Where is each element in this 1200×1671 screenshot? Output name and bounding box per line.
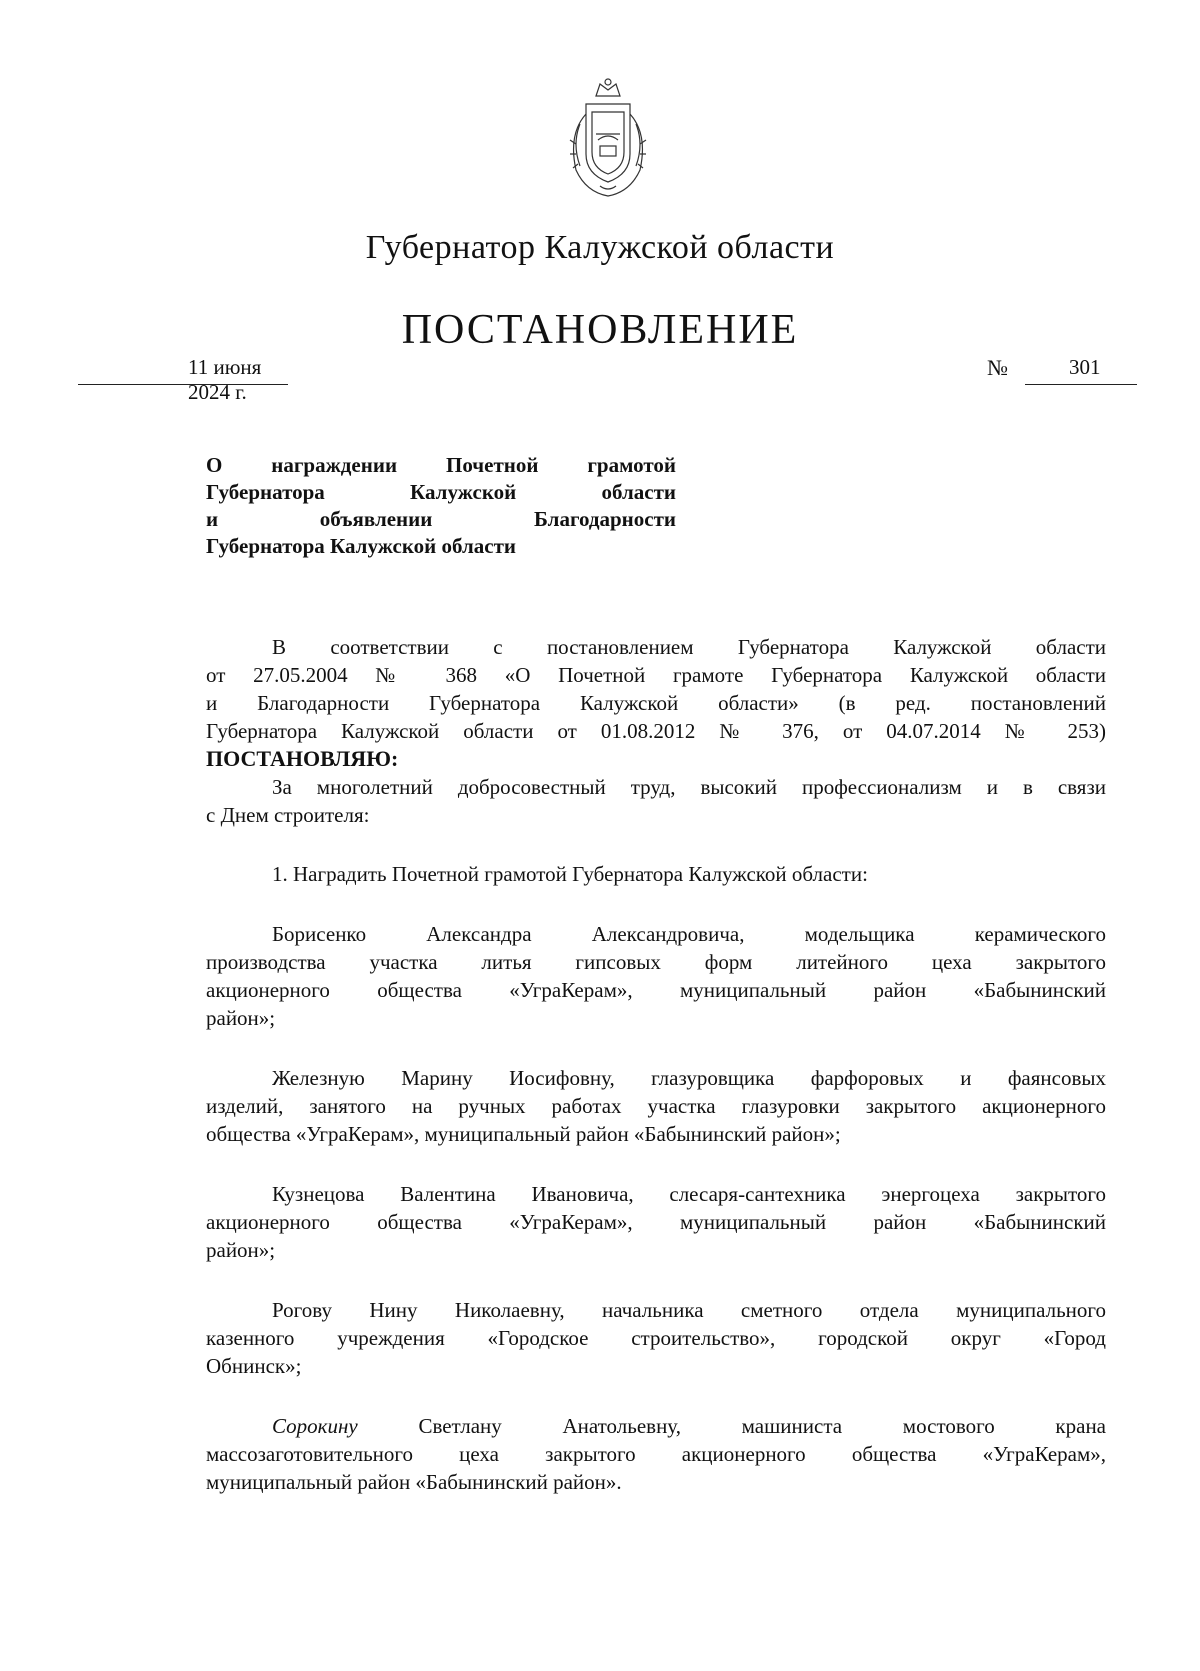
title-line: и объявлении Благодарности bbox=[206, 507, 676, 531]
issuing-authority: Губернатор Калужской области bbox=[365, 229, 835, 266]
title-line: Губернатора Калужской области bbox=[206, 534, 517, 558]
awardee-line: массозаготовительного цеха закрытого акционерного общества «УграКерам», bbox=[206, 1442, 1106, 1466]
awardee-line: Борисенко Александра Александровича, модельщика керамического bbox=[272, 922, 1106, 946]
awardee-line: казенного учреждения «Городское строительство», городской округ «Город bbox=[206, 1326, 1106, 1350]
awardee-4 bbox=[206, 1296, 1106, 1380]
awardee-first-rest: Светлану Анатольевну, машиниста мостового крана bbox=[418, 1414, 1107, 1438]
awardee-first-line bbox=[206, 1412, 1106, 1440]
number-sign: № bbox=[987, 355, 1008, 380]
item-1-text: 1. Наградить Почетной грамотой Губернатора Калужской области: bbox=[272, 862, 868, 886]
preamble-line: от 27.05.2004 № 368 «О Почетной грамоте Губернатора Калужской области bbox=[206, 663, 1106, 687]
awardee-2 bbox=[206, 1064, 1106, 1148]
awardee-line: Кузнецова Валентина Ивановича, слесаря-сантехника энергоцеха закрытого bbox=[272, 1182, 1106, 1206]
document-number: 301 bbox=[1069, 355, 1101, 379]
reason-line: За многолетний добросовестный труд, высокий профессионализм и в связи bbox=[272, 775, 1106, 799]
document-type: ПОСТАНОВЛЕНИЕ bbox=[401, 307, 799, 353]
reason-line: с Днем строителя: bbox=[206, 803, 370, 827]
document-date: 11 июня 2024 г. bbox=[188, 355, 262, 404]
awardee-line: Обнинск»; bbox=[206, 1354, 302, 1378]
preamble bbox=[206, 633, 1106, 829]
date-field bbox=[78, 355, 288, 404]
awardee-line: район»; bbox=[206, 1006, 276, 1030]
title-line: Губернатора Калужской области bbox=[206, 480, 676, 504]
awardee-3 bbox=[206, 1180, 1106, 1264]
awardee-line: изделий, занятого на ручных работах участка глазуровки закрытого акционерного bbox=[206, 1094, 1106, 1118]
awardee-line: акционерного общества «УграКерам», муниципальный район «Бабынинский bbox=[206, 1210, 1106, 1234]
awardee-5 bbox=[206, 1412, 1106, 1496]
item-1-heading bbox=[206, 860, 1106, 888]
number-field bbox=[987, 355, 1137, 385]
coat-of-arms-emblem bbox=[556, 74, 660, 202]
decree-word: ПОСТАНОВЛЯЮ: bbox=[206, 746, 399, 771]
awardee-line: производства участка литья гипсовых форм литейного цеха закрытого bbox=[206, 950, 1106, 974]
title-line: О награждении Почетной грамотой bbox=[206, 453, 676, 477]
preamble-line: В соответствии с постановлением Губернатора Калужской области bbox=[272, 635, 1106, 659]
awardee-line: муниципальный район «Бабынинский район». bbox=[206, 1470, 622, 1494]
awardee-1 bbox=[206, 920, 1106, 1032]
awardee-line: район»; bbox=[206, 1238, 276, 1262]
preamble-line: Губернатора Калужской области от 01.08.2012 № 376, от 04.07.2014 № 253) bbox=[206, 719, 1106, 743]
document-title bbox=[206, 452, 676, 560]
awardee-line: Рогову Нину Николаевну, начальника сметного отдела муниципального bbox=[272, 1298, 1106, 1322]
awardee-line: акционерного общества «УграКерам», муниципальный район «Бабынинский bbox=[206, 978, 1106, 1002]
awardee-line: общества «УграКерам», муниципальный район «Бабынинский район»; bbox=[206, 1122, 841, 1146]
number-underline bbox=[1025, 384, 1137, 385]
awardee-surname: Сорокину bbox=[272, 1414, 358, 1438]
preamble-line: и Благодарности Губернатора Калужской области» (в ред. постановлений bbox=[206, 691, 1106, 715]
awardee-line: Железную Марину Иосифовну, глазуровщика фарфоровых и фаянсовых bbox=[272, 1066, 1106, 1090]
